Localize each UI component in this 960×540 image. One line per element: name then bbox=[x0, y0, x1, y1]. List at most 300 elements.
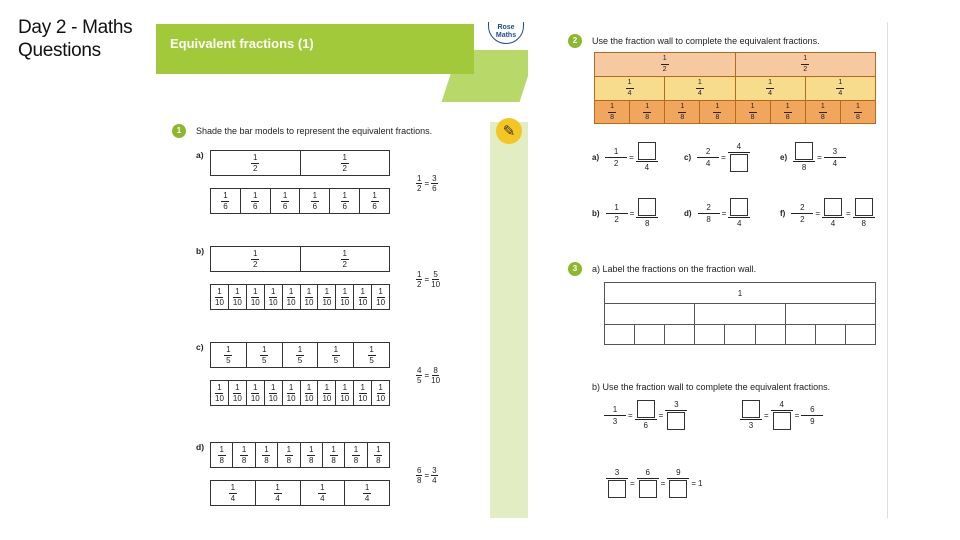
fraction-wall-cell bbox=[806, 100, 841, 124]
denominator: 4 bbox=[830, 219, 836, 228]
numerator: 3 bbox=[674, 400, 679, 409]
fraction-denominator: 6 bbox=[223, 201, 228, 211]
fraction-line bbox=[854, 112, 862, 113]
fraction-wall-cell bbox=[595, 52, 736, 76]
fraction-denominator: 6 bbox=[342, 201, 347, 211]
fraction-numerator: 1 bbox=[820, 102, 825, 110]
equals-sign: = bbox=[817, 152, 822, 162]
fraction-numerator: 1 bbox=[312, 190, 318, 200]
exercise-3b-1 bbox=[604, 400, 687, 430]
fraction-denominator: 4 bbox=[627, 90, 632, 97]
denominator: 2 bbox=[614, 214, 619, 224]
fraction-numerator: 1 bbox=[750, 102, 755, 110]
fraction-numerator: 1 bbox=[306, 286, 312, 296]
fraction-numerator: 1 bbox=[282, 190, 288, 200]
worksheet-page-2 bbox=[556, 22, 888, 518]
bar-cell[interactable] bbox=[318, 343, 354, 367]
bar-cell[interactable] bbox=[354, 343, 389, 367]
fraction-wall-cell bbox=[700, 100, 735, 124]
slide-title-line1: Day 2 - Maths bbox=[18, 17, 133, 38]
bar-cell[interactable] bbox=[301, 481, 346, 505]
denominator: 4 bbox=[737, 219, 742, 228]
bar-cell[interactable] bbox=[271, 189, 301, 213]
fraction-numerator: 1 bbox=[253, 190, 258, 200]
fraction-denominator: 8 bbox=[820, 113, 825, 121]
fraction-numerator: 1 bbox=[264, 444, 269, 454]
answer-box[interactable] bbox=[773, 412, 791, 430]
answer-box[interactable] bbox=[608, 480, 626, 498]
fraction: $\frac{6}{8}$ bbox=[417, 466, 422, 485]
fraction-numerator: 1 bbox=[855, 102, 860, 110]
equivalence-statement bbox=[416, 174, 438, 193]
bar-cell[interactable] bbox=[301, 285, 319, 309]
fraction-numerator: 1 bbox=[253, 248, 258, 258]
fraction-denominator: 8 bbox=[715, 113, 720, 121]
bar-cell[interactable] bbox=[241, 189, 271, 213]
fraction-numerator: 1 bbox=[627, 79, 632, 86]
fraction-numerator: 1 bbox=[288, 286, 294, 296]
bar-cell[interactable] bbox=[247, 343, 283, 367]
fraction-denominator: 6 bbox=[282, 201, 288, 211]
fraction-wall-cell bbox=[771, 100, 806, 124]
rose-maths-logo bbox=[488, 22, 524, 44]
answer-box[interactable] bbox=[637, 400, 655, 418]
part-label: e) bbox=[780, 152, 788, 162]
fraction-wall-cell bbox=[841, 100, 876, 124]
denominator: 6 bbox=[643, 421, 648, 430]
bar-cell[interactable] bbox=[372, 381, 389, 405]
fraction-line bbox=[836, 88, 844, 89]
blank-wall-cell[interactable] bbox=[695, 324, 725, 345]
fraction-denominator: 4 bbox=[364, 493, 370, 503]
numerator: 4 bbox=[779, 400, 784, 409]
fraction-denominator: 8 bbox=[353, 455, 359, 465]
fraction-wall-row bbox=[594, 76, 876, 100]
bar-cell[interactable] bbox=[211, 285, 229, 309]
worksheet-title: Equivalent fractions (1) bbox=[170, 36, 314, 51]
blank-wall-cell[interactable] bbox=[725, 324, 755, 345]
fraction-line bbox=[713, 112, 721, 113]
bar-cell[interactable] bbox=[256, 443, 278, 467]
bar-model-bottom bbox=[210, 188, 390, 214]
fraction-numerator: 1 bbox=[297, 344, 303, 354]
fraction-denominator: 6 bbox=[372, 201, 377, 211]
fraction-numerator: 1 bbox=[223, 190, 228, 200]
bar-cell[interactable] bbox=[211, 381, 229, 405]
denominator: 3 bbox=[748, 421, 754, 430]
fraction-denominator: 10 bbox=[232, 297, 242, 307]
numerator: 1 bbox=[613, 146, 619, 156]
equals-sign: = bbox=[424, 275, 430, 284]
question-text: Use the fraction wall to complete the equivalent fractions. bbox=[592, 36, 820, 46]
answer-box[interactable] bbox=[638, 198, 656, 216]
fraction-denominator: 8 bbox=[610, 113, 615, 121]
part-label: b) bbox=[196, 246, 205, 256]
logo-line2: Maths bbox=[495, 32, 517, 39]
bar-cell[interactable] bbox=[323, 443, 345, 467]
fraction-denominator: 2 bbox=[662, 66, 667, 73]
equivalence-statement bbox=[416, 366, 440, 385]
fraction-line bbox=[696, 88, 704, 89]
fraction-denominator: 8 bbox=[785, 113, 790, 121]
part-label: c) bbox=[196, 342, 204, 352]
fraction-numerator: 1 bbox=[217, 286, 222, 296]
fraction-numerator: 1 bbox=[803, 55, 808, 62]
fraction-denominator: 2 bbox=[342, 163, 347, 173]
blank-wall-cell[interactable] bbox=[605, 324, 635, 345]
fraction-numerator: 1 bbox=[360, 286, 365, 296]
equals-sign: = bbox=[630, 478, 635, 488]
fraction-numerator: 1 bbox=[342, 152, 347, 162]
equals-sign: = bbox=[846, 208, 851, 218]
fraction-line bbox=[749, 112, 757, 113]
fraction-denominator: 10 bbox=[376, 393, 386, 403]
fraction-line bbox=[643, 112, 651, 113]
fraction-wall bbox=[594, 52, 876, 124]
fraction: $\frac{8}{10}$ bbox=[431, 366, 441, 385]
exercise-e bbox=[780, 142, 846, 172]
fraction-numerator: 1 bbox=[253, 382, 258, 392]
equals-sign: = bbox=[658, 410, 664, 420]
fraction-line bbox=[819, 112, 827, 113]
bar-cell[interactable] bbox=[233, 443, 255, 467]
fraction-denominator: 8 bbox=[750, 113, 755, 121]
fraction: $\frac{3}{4}$ bbox=[432, 466, 437, 485]
fraction-denominator: 10 bbox=[215, 393, 224, 403]
fraction: $\frac{1}{2}$ bbox=[417, 270, 422, 289]
denominator: 4 bbox=[705, 158, 711, 168]
fraction-denominator: 8 bbox=[645, 113, 650, 121]
bar-cell[interactable] bbox=[229, 381, 247, 405]
question-text: a) Label the fractions on the fraction wall. bbox=[592, 264, 757, 274]
fraction-numerator: 1 bbox=[785, 102, 790, 110]
fraction-line bbox=[678, 112, 686, 113]
fraction-numerator: 1 bbox=[342, 286, 348, 296]
fraction-numerator: 1 bbox=[261, 344, 267, 354]
fraction-numerator: 1 bbox=[715, 102, 720, 110]
answer-box[interactable] bbox=[824, 198, 842, 216]
fraction-line bbox=[801, 64, 809, 65]
bar-model-bottom bbox=[210, 480, 390, 506]
fraction-numerator: 1 bbox=[308, 444, 314, 454]
fraction-denominator: 10 bbox=[322, 393, 332, 403]
bar-cell[interactable] bbox=[211, 151, 301, 175]
bar-cell[interactable] bbox=[301, 151, 390, 175]
blank-wall-cell[interactable]: 1 bbox=[605, 282, 876, 303]
exercise-d bbox=[684, 198, 750, 228]
bar-cell[interactable] bbox=[283, 381, 301, 405]
bar-cell[interactable] bbox=[211, 481, 256, 505]
fraction-numerator: 1 bbox=[288, 382, 294, 392]
blank-wall-row bbox=[604, 324, 876, 345]
fraction-denominator: 4 bbox=[275, 493, 280, 503]
fraction-denominator: 4 bbox=[697, 90, 702, 97]
fraction-denominator: 8 bbox=[286, 455, 292, 465]
fraction-denominator: 10 bbox=[286, 297, 296, 307]
numerator: 3 bbox=[614, 468, 620, 477]
bar-cell[interactable] bbox=[318, 381, 336, 405]
fraction-denominator: 6 bbox=[253, 201, 258, 211]
bar-cell[interactable] bbox=[211, 343, 247, 367]
fraction: $\frac{5}{10}$ bbox=[431, 270, 441, 289]
bar-cell[interactable] bbox=[345, 481, 389, 505]
fraction-denominator: 10 bbox=[358, 297, 368, 307]
answer-box[interactable] bbox=[730, 198, 748, 216]
fraction-wall-cell bbox=[736, 76, 806, 100]
blank-wall-row bbox=[604, 282, 876, 303]
answer-box[interactable] bbox=[639, 480, 657, 498]
fraction-denominator: 8 bbox=[376, 455, 381, 465]
fraction-denominator: 4 bbox=[838, 90, 843, 97]
equals-sign: = bbox=[629, 208, 635, 218]
denominator: 9 bbox=[810, 416, 815, 426]
bar-cell[interactable] bbox=[336, 381, 354, 405]
part-label: a) bbox=[592, 152, 600, 162]
answer-box[interactable] bbox=[730, 154, 748, 172]
equals-sign: = bbox=[424, 179, 430, 188]
fraction-numerator: 1 bbox=[610, 102, 615, 110]
bar-cell[interactable] bbox=[372, 285, 389, 309]
fraction-numerator: 1 bbox=[253, 286, 258, 296]
fraction-numerator: 1 bbox=[235, 286, 240, 296]
equals-sign: = bbox=[815, 208, 820, 218]
fraction-denominator: 5 bbox=[261, 355, 267, 365]
part-label: b) bbox=[592, 208, 600, 218]
part-label: f) bbox=[780, 208, 786, 218]
fraction-wall-cell bbox=[595, 76, 665, 100]
denominator: 4 bbox=[832, 158, 838, 168]
fraction-wall-cell bbox=[595, 100, 630, 124]
blank-wall-cell[interactable] bbox=[786, 324, 816, 345]
fraction-wall-cell bbox=[665, 100, 700, 124]
bar-cell[interactable] bbox=[368, 443, 389, 467]
blank-wall-cell[interactable] bbox=[816, 324, 846, 345]
bar-cell[interactable] bbox=[301, 443, 323, 467]
blank-wall-row bbox=[604, 303, 876, 324]
fraction-denominator: 4 bbox=[768, 90, 773, 97]
side-stripe bbox=[490, 122, 528, 518]
fraction-denominator: 8 bbox=[308, 455, 314, 465]
bar-model-top bbox=[210, 246, 390, 272]
fraction-wall-cell bbox=[736, 100, 771, 124]
fraction-denominator: 10 bbox=[232, 393, 242, 403]
fraction-denominator: 5 bbox=[226, 355, 231, 365]
blank-wall-cell[interactable] bbox=[665, 324, 695, 345]
bar-cell[interactable] bbox=[256, 481, 301, 505]
equals-sign: = bbox=[691, 478, 697, 488]
equals-sign: = bbox=[721, 208, 727, 218]
equals-sign: = bbox=[628, 410, 633, 420]
equals-sign: = bbox=[794, 410, 800, 420]
fraction-line bbox=[661, 64, 669, 65]
blank-wall-cell[interactable] bbox=[605, 303, 695, 324]
logo-line1: Rose bbox=[497, 24, 515, 31]
fraction-numerator: 1 bbox=[342, 248, 347, 258]
fraction-denominator: 2 bbox=[253, 163, 258, 173]
fraction-denominator: 4 bbox=[320, 493, 325, 503]
fraction-numerator: 1 bbox=[353, 444, 359, 454]
fraction-numerator: 1 bbox=[376, 444, 381, 454]
bar-cell[interactable] bbox=[229, 285, 247, 309]
part-label: d) bbox=[684, 208, 692, 218]
fraction-wall-cell bbox=[736, 52, 877, 76]
equals-sign: = bbox=[424, 371, 430, 380]
answer-box[interactable] bbox=[795, 142, 813, 160]
fraction-denominator: 8 bbox=[219, 455, 224, 465]
fraction-denominator: 2 bbox=[342, 259, 347, 269]
fraction-wall-cell bbox=[630, 100, 665, 124]
worksheet-header bbox=[156, 24, 474, 74]
bar-model-top bbox=[210, 342, 390, 368]
bar-cell[interactable] bbox=[360, 189, 389, 213]
fraction-numerator: 1 bbox=[275, 482, 280, 492]
fraction-numerator: 1 bbox=[235, 382, 240, 392]
answer-box[interactable] bbox=[669, 480, 687, 498]
fraction-numerator: 1 bbox=[324, 382, 330, 392]
denominator: 2 bbox=[800, 214, 805, 224]
bar-cell[interactable] bbox=[211, 247, 301, 271]
denominator: 3 bbox=[612, 416, 618, 426]
bar-cell[interactable] bbox=[283, 343, 319, 367]
fraction-line bbox=[608, 112, 616, 113]
fraction-wall-row bbox=[594, 100, 876, 124]
exercise-3b-3 bbox=[606, 468, 702, 498]
fraction-numerator: 1 bbox=[226, 344, 231, 354]
blank-fraction-wall bbox=[604, 282, 876, 345]
fraction-denominator: 10 bbox=[358, 393, 368, 403]
fraction: $\frac{4}{5}$ bbox=[417, 366, 422, 385]
exercise-f bbox=[780, 198, 875, 228]
bar-cell[interactable] bbox=[247, 285, 265, 309]
fraction-denominator: 10 bbox=[340, 297, 350, 307]
fraction-denominator: 8 bbox=[264, 455, 269, 465]
bar-cell[interactable] bbox=[247, 381, 265, 405]
equals-sign: = bbox=[629, 152, 634, 162]
bar-model-bottom bbox=[210, 284, 390, 310]
fraction-denominator: 10 bbox=[215, 297, 224, 307]
result-value: 1 bbox=[698, 478, 703, 488]
denominator: 8 bbox=[801, 163, 807, 172]
bar-model-bottom bbox=[210, 380, 390, 406]
exercise-b bbox=[592, 198, 658, 228]
fraction-wall-row bbox=[594, 52, 876, 76]
fraction-numerator: 1 bbox=[306, 382, 312, 392]
fraction-numerator: 1 bbox=[217, 382, 222, 392]
question-number: 3 bbox=[568, 262, 582, 276]
fraction-denominator: 8 bbox=[241, 455, 247, 465]
bar-cell[interactable] bbox=[278, 443, 300, 467]
blank-wall-cell[interactable] bbox=[635, 324, 665, 345]
numerator: 2 bbox=[706, 202, 711, 212]
bar-cell[interactable] bbox=[283, 285, 301, 309]
fraction-denominator: 5 bbox=[333, 355, 339, 365]
fraction-denominator: 10 bbox=[322, 297, 332, 307]
fraction-numerator: 1 bbox=[378, 382, 383, 392]
fraction-line bbox=[766, 88, 774, 89]
fraction-numerator: 1 bbox=[286, 444, 292, 454]
fraction-denominator: 6 bbox=[312, 201, 318, 211]
fraction-numerator: 1 bbox=[342, 190, 347, 200]
equivalence-statement bbox=[416, 270, 440, 289]
bar-cell[interactable] bbox=[265, 285, 283, 309]
numerator: 6 bbox=[645, 468, 650, 477]
bar-cell[interactable] bbox=[301, 381, 319, 405]
fraction: $\frac{1}{2}$ bbox=[417, 174, 422, 193]
fraction-numerator: 1 bbox=[270, 286, 276, 296]
fraction-numerator: 1 bbox=[320, 482, 325, 492]
slide-title-line2: Questions bbox=[18, 40, 101, 61]
exercise-c bbox=[684, 142, 750, 172]
fraction-denominator: 10 bbox=[376, 297, 386, 307]
question-text: Shade the bar models to represent the equivalent fractions. bbox=[196, 126, 433, 136]
blank-wall-cell[interactable] bbox=[786, 303, 876, 324]
numerator: 1 bbox=[614, 202, 619, 212]
fraction-denominator: 10 bbox=[340, 393, 350, 403]
fraction-numerator: 1 bbox=[342, 382, 348, 392]
part-label: a) bbox=[196, 150, 204, 160]
fraction-numerator: 1 bbox=[333, 344, 339, 354]
bar-cell[interactable] bbox=[336, 285, 354, 309]
bar-cell[interactable] bbox=[318, 285, 336, 309]
blank-wall-cell[interactable] bbox=[756, 324, 786, 345]
bar-cell[interactable] bbox=[354, 381, 372, 405]
fraction-denominator: 10 bbox=[304, 297, 314, 307]
bar-cell[interactable] bbox=[211, 443, 233, 467]
fraction-numerator: 1 bbox=[270, 382, 276, 392]
fraction-denominator: 5 bbox=[297, 355, 303, 365]
answer-box[interactable] bbox=[742, 400, 760, 418]
bar-cell[interactable] bbox=[265, 381, 283, 405]
fraction-numerator: 1 bbox=[645, 102, 650, 110]
answer-box[interactable] bbox=[855, 198, 873, 216]
denominator: 8 bbox=[861, 219, 866, 228]
answer-box[interactable] bbox=[667, 412, 685, 430]
fraction-denominator: 8 bbox=[680, 113, 685, 121]
fraction-denominator: 10 bbox=[304, 393, 314, 403]
part-label: c) bbox=[684, 152, 692, 162]
fraction-denominator: 5 bbox=[369, 355, 374, 365]
denominator: 2 bbox=[613, 158, 619, 168]
bar-cell[interactable] bbox=[301, 247, 390, 271]
fraction-line bbox=[784, 112, 792, 113]
fraction-denominator: 8 bbox=[331, 455, 336, 465]
fraction-numerator: 1 bbox=[331, 444, 336, 454]
denominator: 4 bbox=[644, 163, 650, 172]
bar-cell[interactable] bbox=[354, 285, 372, 309]
fraction-denominator: 10 bbox=[286, 393, 296, 403]
numerator: 2 bbox=[800, 202, 805, 212]
fraction-numerator: 1 bbox=[662, 55, 667, 62]
bar-cell[interactable] bbox=[300, 189, 330, 213]
blank-wall-cell[interactable] bbox=[695, 303, 785, 324]
fraction-denominator: 8 bbox=[855, 113, 860, 121]
denominator: 8 bbox=[645, 219, 650, 228]
fraction-denominator: 4 bbox=[230, 493, 236, 503]
question-text: b) Use the fraction wall to complete the equivalent fractions. bbox=[592, 382, 831, 392]
bar-cell[interactable] bbox=[330, 189, 360, 213]
denominator: 8 bbox=[706, 214, 711, 224]
fraction-numerator: 1 bbox=[219, 444, 224, 454]
answer-box[interactable] bbox=[638, 142, 656, 160]
question-number: 2 bbox=[568, 34, 582, 48]
numerator: 9 bbox=[676, 468, 681, 477]
fraction-denominator: 10 bbox=[268, 393, 278, 403]
bar-cell[interactable] bbox=[345, 443, 367, 467]
fraction-numerator: 1 bbox=[324, 286, 330, 296]
bar-cell[interactable] bbox=[211, 189, 241, 213]
bar-model-top bbox=[210, 150, 390, 176]
blank-wall-cell[interactable] bbox=[846, 324, 876, 345]
